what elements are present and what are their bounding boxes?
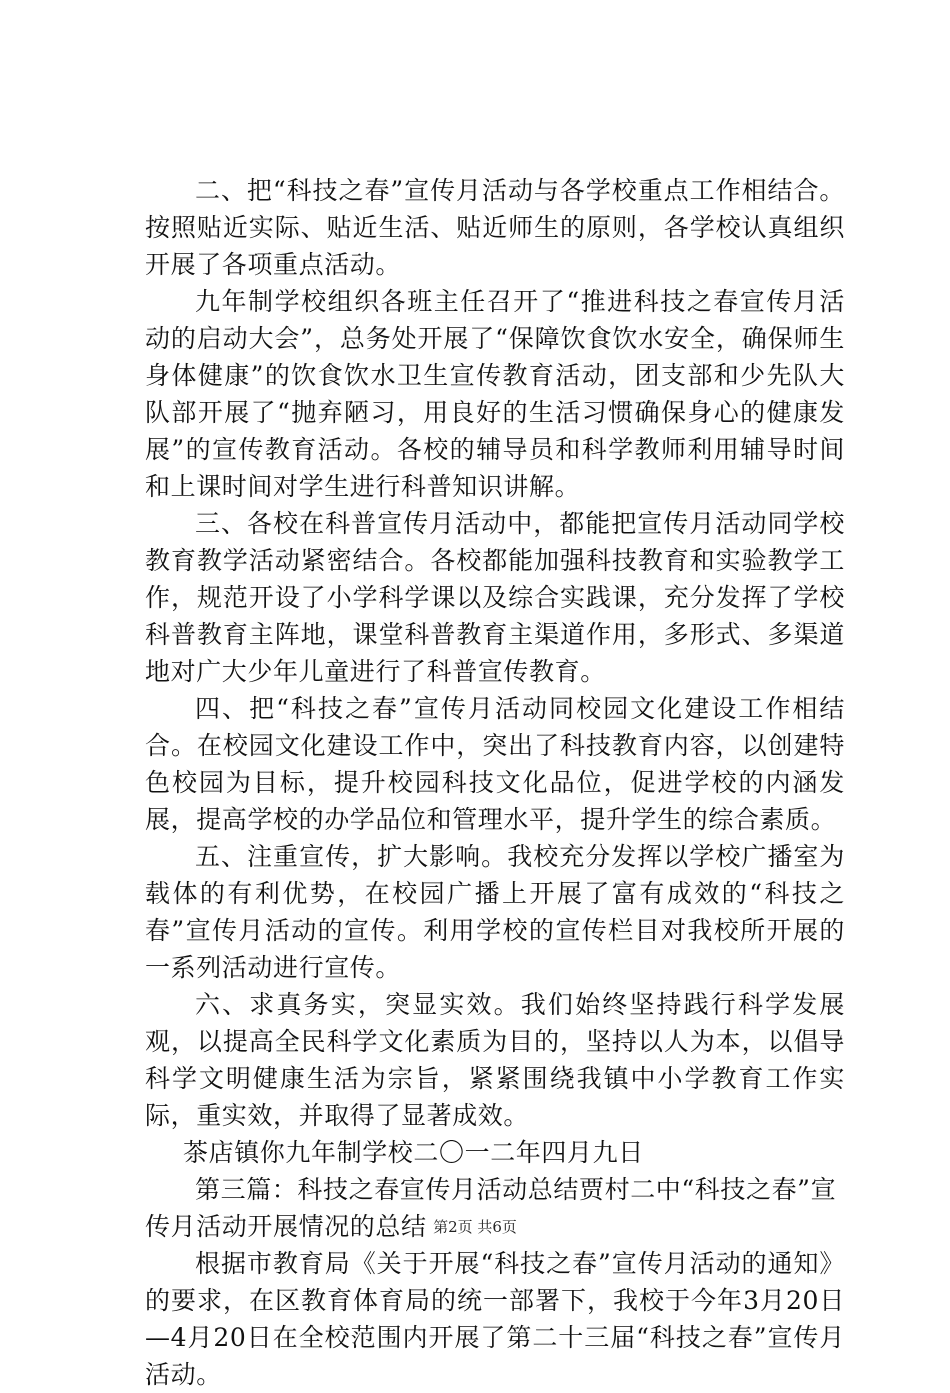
document-body xyxy=(145,172,845,1393)
section-heading: 第三篇：科技之春宣传月活动总结贾村二中“科技之春”宣传月活动开展情况的总结 xyxy=(145,1175,837,1241)
signature-line: 茶店镇你九年制学校二〇一二年四月九日 xyxy=(183,1138,644,1167)
paragraph-point-two: 二、把“科技之春”宣传月活动与各学校重点工作相结合。按照贴近实际、贴近生活、贴近师生的原则，各学校认真组织开展了各项重点活动。 xyxy=(145,176,845,279)
paragraph-point-four: 四、把“科技之春”宣传月活动同校园文化建设工作相结合。在校园文化建设工作中，突出了科技教育内容，以创建特色校园为目标，提升校园科技文化品位，促进学校的内涵发展，提高学校的办学品位和管理水平，提升学生的综合素质。 xyxy=(145,694,845,834)
page-number-footer: 第2页 共6页 xyxy=(433,1218,517,1236)
paragraph-point-three: 三、各校在科普宣传月活动中，都能把宣传月活动同学校教育教学活动紧密结合。各校都能加强科技教育和实验教学工作，规范开设了小学科学课以及综合实践课，充分发挥了学校科普教育主阵地，课堂科普教育主渠道作用，多形式、多渠道地对广大少年儿童进行了科普宣传教育。 xyxy=(145,509,845,686)
paragraph-point-six: 六、求真务实，突显实效。我们始终坚持践行科学发展观，以提高全民科学文化素质为目的，坚持以人为本，以倡导科学文明健康生活为宗旨，紧紧围绕我镇中小学教育工作实际，重实效，并取得了显著成效。 xyxy=(145,990,845,1130)
paragraph-point-five: 五、注重宣传，扩大影响。我校充分发挥以学校广播室为载体的有利优势，在校园广播上开展了富有成效的“科技之春”宣传月活动的宣传。利用学校的宣传栏目对我校所开展的一系列活动进行宣传。 xyxy=(145,842,845,982)
paragraph-closing: 根据市教育局《关于开展“科技之春”宣传月活动的通知》的要求，在区教育体育局的统一部署下，我校于今年3月20日—4月20日在全校范围内开展了第二十三届“科技之春”宣传月活动。 xyxy=(145,1249,845,1389)
paragraph-school-activities: 九年制学校组织各班主任召开了“推进科技之春宣传月活动的启动大会”，总务处开展了“保障饮食饮水安全，确保师生身体健康”的饮食饮水卫生宣传教育活动，团支部和少先队大队部开展了“抛弃陋习，用良好的生活习惯确保身心的健康发展”的宣传教育活动。各校的辅导员和科学教师利用辅导时间和上课时间对学生进行科普知识讲解。 xyxy=(145,287,845,501)
